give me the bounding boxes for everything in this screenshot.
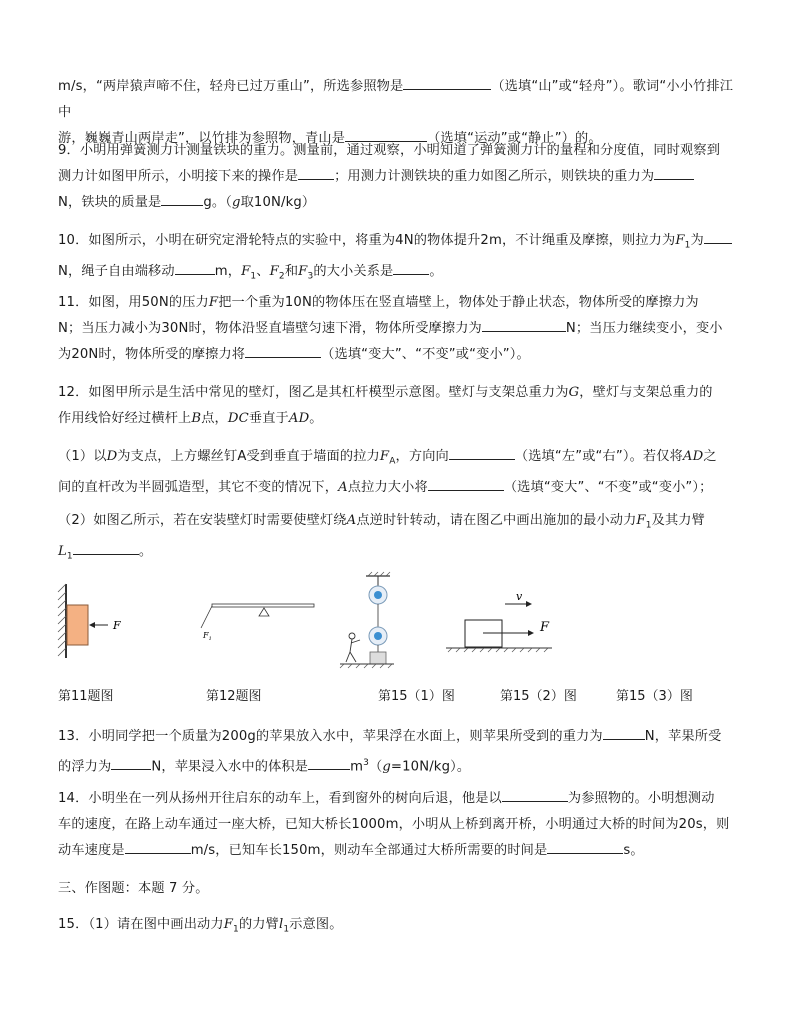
fig12-diagram [201,604,314,642]
answer-blank[interactable] [393,260,429,275]
q10-var: F [241,263,251,279]
q8-text: （选填“山”或“轻舟”）。歌词“小小竹排江中 [58,79,734,120]
q12-text: 12．如图甲所示是生活中常见的壁灯，图乙是其杠杆模型示意图。壁灯与支架总重力为 [58,385,569,400]
q12-text: 点， [201,411,228,426]
q14-text: 动车速度是 [58,843,125,858]
q12-text: 为支点，上方螺丝钉A受到垂直于墙面的拉力 [117,449,380,464]
q12-text: ，方向向 [395,449,449,464]
answer-blank[interactable] [482,317,566,332]
answer-blank[interactable] [308,755,350,770]
answer-blank[interactable] [603,725,645,740]
q13-sup: 3 [363,758,369,768]
question-14 [58,786,738,864]
q14-text: 为参照物的。小明想测动 [567,791,715,806]
q12-var: F [379,449,390,464]
q12-text: 作用线恰好经过横杆上 [58,411,192,426]
answer-blank[interactable] [125,839,191,854]
fulcrum [259,608,269,616]
q12-sub: 1 [66,551,73,562]
q9-text: ；用测力计测铁块的重力如图乙所示，则铁块的重力为 [334,169,655,184]
q9-text: 取10N/kg） [240,195,316,210]
q10-text: 、 [256,263,270,279]
f1-label: $F_1$ [203,631,212,642]
q12-text: （2）如图乙所示，若在安装壁灯时需要使壁灯绕 [58,513,347,528]
question-11 [58,290,738,368]
q13-text: N，苹果所受 [644,729,722,744]
question-12 [58,380,738,432]
q10-text: 的大小关系是 [313,263,394,279]
q12-text: （选填“变大”、“不变”或“变小”）； [503,479,713,495]
question-15 [58,912,738,943]
q13-text: =10N/kg）。 [390,759,471,775]
q8-text: m/s，“两岸猿声啼不住，轻舟已过万重山”，所选参照物是 [58,79,404,94]
caption-fig151: 第15（1）图 [378,689,455,704]
q12-text: 点逆时针转动，请在图乙中画出施加的最小动力 [356,513,637,528]
q13-var: g [382,759,391,775]
q10-sub: 1 [250,271,257,282]
answer-blank[interactable] [403,75,491,90]
fig151-diagram [340,572,394,668]
q10-text: 为 [690,233,704,248]
caption-fig12: 第12题图 [206,689,262,704]
q10-text: 10．如图所示，小明在研究定滑轮特点的实验中，将重为4N的物体提升2m，不计绳重及摩擦，则拉力为 [58,233,676,248]
q12-text: 间的直杆改为半圆弧造型，其它不变的情况下， [58,479,339,495]
q15-var: l [278,917,284,932]
caption-fig11: 第11题图 [58,689,114,704]
q12-var: AD [682,449,704,464]
q9-text: g。（ [203,195,232,210]
q12-text: 之 [703,449,717,464]
q15-text: 示意图。 [289,917,343,932]
answer-blank[interactable] [704,229,732,244]
q13-text: 13．小明同学把一个质量为200g的苹果放入水中，苹果浮在水面上，则苹果所受到的重力为 [58,729,603,744]
q11-var: F [208,295,219,310]
question-12-part2 [58,508,738,569]
q11-text: N；当压力继续变小，变小 [565,321,723,336]
q12-text: 。 [138,543,153,559]
caption-fig152: 第15（2）图 [500,689,577,704]
q11-text: N；当压力减小为30N时，物体沿竖直墙壁匀速下滑，物体所受摩擦力为 [58,321,482,336]
q10-text: 和 [284,263,299,279]
q12-text: 垂直于 [248,411,289,426]
q13-text: 的浮力为 [58,759,112,775]
q12-text: 点拉力大小将 [347,479,428,495]
answer-blank[interactable] [449,445,515,460]
q11-text: 为20N时，物体所受的摩擦力将 [58,347,246,362]
q10-sub: 2 [278,271,285,282]
block [67,605,88,645]
q9-var: g [232,195,241,210]
q11-text: （选填“变大”、“不变”或“变小”）。 [321,347,530,362]
q8-text: （选填“运动”或“静止”）的。 [427,131,602,146]
question-10 [58,228,738,289]
q8-text: 游，巍巍青山两岸走”，以竹排为参照物，青山是 [58,131,346,146]
answer-blank[interactable] [111,755,151,770]
answer-blank[interactable] [73,540,139,555]
answer-blank[interactable] [654,165,694,180]
q12-text: 。 [309,411,323,426]
q10-text: N，绳子自由端移动 [58,263,175,279]
force-label: F [113,619,121,632]
answer-blank[interactable] [161,191,203,206]
answer-blank[interactable] [428,476,504,491]
q12-text: 及其力臂 [651,513,705,528]
q12-sub: A [389,456,396,467]
q9-text: N，铁块的质量是 [58,195,162,210]
q10-sub: 1 [684,240,691,251]
q13-text: （ [368,759,383,775]
q12-var: A [346,513,357,528]
q14-text: 车的速度，在路上动车通过一座大桥，已知大桥长1000m，小明从上桥到离开桥，小明通过大桥的时间为20s，则 [58,817,730,832]
q9-text: 测力计如图甲所示，小明接下来的操作是 [58,169,299,184]
q14-text: m/s，已知车长150m，则动车全部通过大桥所需要的时间是 [190,843,548,858]
q12-text: （1）以 [58,449,107,464]
q11-text: 把一个重为10N的物体压在竖直墙壁上，物体处于静止状态，物体所受的摩擦力为 [218,295,699,310]
q14-text: s。 [623,843,644,858]
q12-sub: 1 [645,520,652,531]
answer-blank[interactable] [175,260,215,275]
q11-text: 11．如图，用50N的压力 [58,295,209,310]
question-13 [58,724,738,780]
q12-var: D [106,449,118,464]
answer-blank[interactable] [547,839,623,854]
q15-sub: 1 [233,924,239,935]
question-9 [58,138,738,216]
q13-text: m [350,759,364,775]
answer-blank[interactable] [245,343,321,358]
q12-text: ，壁灯与支架总重力的 [579,385,713,400]
q12-var: DC [227,411,249,426]
q12-var: F [636,513,646,528]
question-12-part1 [58,444,738,501]
q13-text: N，苹果浸入水中的体积是 [151,759,309,775]
section-title: 三、作图题：本题 7 分。 [58,881,209,896]
q15-text: 的力臂 [238,917,279,932]
q10-var: F [269,263,279,279]
q15-text: 15．（1）请在图中画出动力 [58,917,224,932]
velocity-label: v [516,590,523,603]
fig153-diagram [446,590,552,652]
figures-row [0,570,794,680]
q12-var: G [568,385,580,400]
q12-var: AD [288,411,310,426]
answer-blank[interactable] [502,787,568,802]
q10-var: F [298,263,308,279]
q10-text: 。 [429,263,443,279]
answer-blank[interactable] [298,165,334,180]
force-label: F [540,620,550,635]
q10-sub: 3 [307,271,314,282]
weight-box [370,652,386,664]
q15-sub: 1 [283,924,290,935]
q12-var: A [338,479,348,495]
q12-var: L [58,543,67,559]
caption-fig153: 第15（3）图 [616,689,693,704]
q12-text: （选填“左”或“右”）。若仅将 [514,449,683,464]
q10-var: F [675,233,685,248]
q10-text: m， [214,263,242,279]
fig11-diagram [58,584,121,658]
q14-text: 14．小明坐在一列从扬州开往启东的动车上，看到窗外的树向后退，他是以 [58,791,502,806]
q12-var: B [191,411,202,426]
q15-var: F [223,917,234,932]
lever-bar [212,604,314,607]
q9-text: 9．小明用弹簧测力计测量铁块的重力。测量前，通过观察，小明知道了弹簧测力计的量程和分度值，同时观察到 [58,143,721,158]
